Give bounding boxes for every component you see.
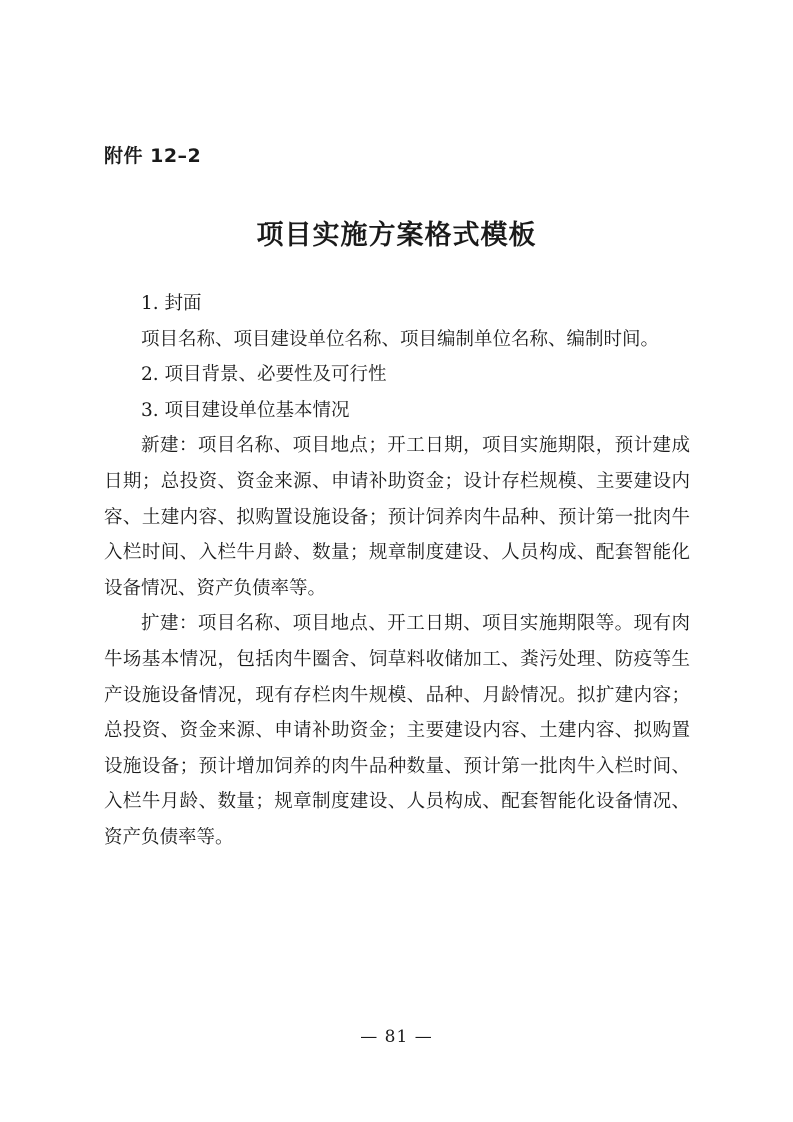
section-2-heading: 2. 项目背景、必要性及可行性 [141, 364, 387, 386]
document-body [104, 286, 690, 856]
section-3-heading: 3. 项目建设单位基本情况 [141, 399, 350, 421]
attachment-label: 附件 12–2 [104, 145, 202, 167]
section-3-expansion: 扩建：项目名称、项目地点、开工日期、项目实施期限等。现有肉牛场基本情况，包括肉牛圈舍、饲草料收储加工、粪污处理、防疫等生产设施设备情况，现有存栏肉牛规模、品种、月龄情况。拟扩建内容；总投资、资金来源、申请补助资金；主要建设内容、土建内容、拟购置设施设备；预计增加饲养的肉牛品种数量、预计第一批肉牛入栏时间、入栏牛月龄、数量；规章制度建设、人员构成、配套智能化设备情况、资产负债率等。 [104, 613, 690, 848]
document-title: 项目实施方案格式模板 [256, 220, 537, 251]
section-1-body: 项目名称、项目建设单位名称、项目编制单位名称、编制时间。 [141, 328, 660, 350]
section-1-heading: 1. 封面 [141, 293, 202, 314]
section-3-new-build: 新建：项目名称、项目地点；开工日期，项目实施期限，预计建成日期；总投资、资金来源、申请补助资金；设计存栏规模、主要建设内容、土建内容、拟购置设施设备；预计饲养肉牛品种、预计第一批肉牛入栏时间、入栏牛月龄、数量；规章制度建设、人员构成、配套智能化设备情况、资产负债率等。 [104, 435, 690, 599]
page-number: — 81 — [360, 1027, 433, 1047]
